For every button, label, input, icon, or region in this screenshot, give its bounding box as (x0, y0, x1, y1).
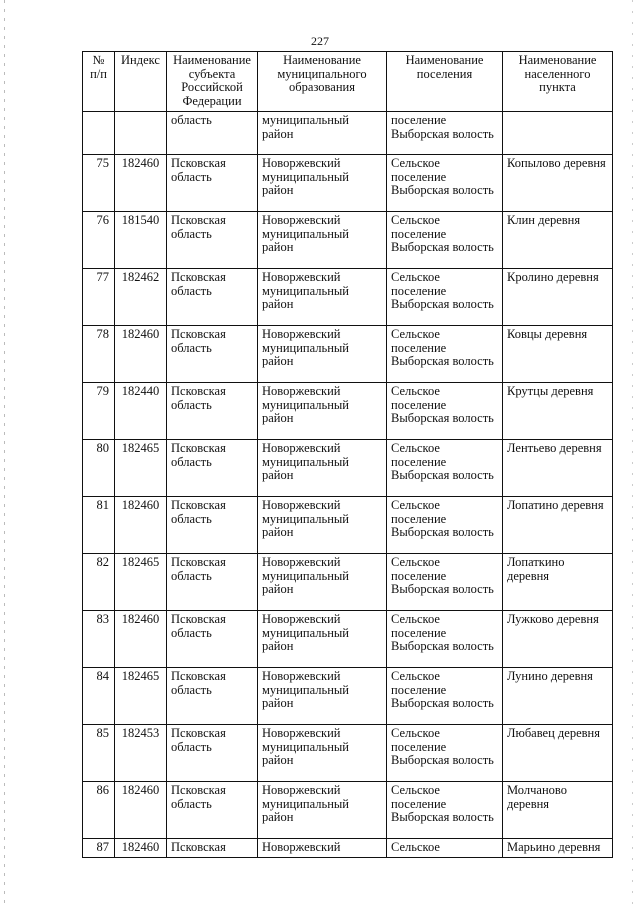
cell-num (83, 112, 115, 155)
cell-num: 81 (83, 497, 115, 554)
cell-index: 182460 (115, 839, 167, 858)
cell-municipal: Новоржевский (258, 839, 387, 858)
cell-index: 182460 (115, 497, 167, 554)
table-row (83, 725, 613, 782)
cell-settlement: Сельское поселение Выборская волость (387, 212, 503, 269)
cell-locality (503, 112, 613, 155)
cell-settlement: Сельское поселение Выборская волость (387, 440, 503, 497)
cell-locality: Крутцы деревня (503, 383, 613, 440)
cell-locality: Кролино деревня (503, 269, 613, 326)
table-row (83, 383, 613, 440)
cell-num: 77 (83, 269, 115, 326)
table-row (83, 839, 613, 858)
cell-municipal: Новоржевский муниципальный район (258, 269, 387, 326)
cell-municipal: Новоржевский муниципальный район (258, 668, 387, 725)
table-row-continuation (83, 112, 613, 155)
cell-municipal: Новоржевский муниципальный район (258, 383, 387, 440)
cell-settlement: Сельское (387, 839, 503, 858)
header-num: № п/п (83, 52, 115, 112)
cell-settlement: Сельское поселение Выборская волость (387, 611, 503, 668)
table-row (83, 668, 613, 725)
cell-municipal: Новоржевский муниципальный район (258, 554, 387, 611)
cell-settlement: Сельское поселение Выборская волость (387, 668, 503, 725)
cell-locality: Молчаново деревня (503, 782, 613, 839)
cell-index: 182453 (115, 725, 167, 782)
cell-municipal: Новоржевский муниципальный район (258, 611, 387, 668)
settlements-table (82, 51, 613, 858)
table-header-row (83, 52, 613, 112)
cell-num: 83 (83, 611, 115, 668)
cell-settlement: Сельское поселение Выборская волость (387, 269, 503, 326)
scan-edge-right (632, 0, 633, 905)
cell-locality: Клин деревня (503, 212, 613, 269)
cell-index: 182465 (115, 554, 167, 611)
cell-settlement: Сельское поселение Выборская волость (387, 155, 503, 212)
scan-edge-left (4, 0, 5, 905)
cell-settlement: Сельское поселение Выборская волость (387, 554, 503, 611)
cell-settlement: поселение Выборская волость (387, 112, 503, 155)
cell-subject: Псковская область (167, 554, 258, 611)
cell-subject: Псковская область (167, 326, 258, 383)
cell-index: 182460 (115, 611, 167, 668)
cell-index (115, 112, 167, 155)
cell-subject: Псковская область (167, 497, 258, 554)
cell-locality: Лентьево деревня (503, 440, 613, 497)
cell-index: 182460 (115, 782, 167, 839)
table-row (83, 611, 613, 668)
cell-num: 79 (83, 383, 115, 440)
cell-index: 182465 (115, 668, 167, 725)
table-body (83, 112, 613, 858)
cell-municipal: муниципальный район (258, 112, 387, 155)
table-row (83, 782, 613, 839)
table-row (83, 155, 613, 212)
cell-settlement: Сельское поселение Выборская волость (387, 326, 503, 383)
cell-locality: Ковцы деревня (503, 326, 613, 383)
table-row (83, 554, 613, 611)
cell-locality: Марьино деревня (503, 839, 613, 858)
cell-subject: Псковская область (167, 725, 258, 782)
cell-municipal: Новоржевский муниципальный район (258, 440, 387, 497)
header-locality: Наименование населенного пункта (503, 52, 613, 112)
cell-index: 182460 (115, 155, 167, 212)
cell-num: 84 (83, 668, 115, 725)
cell-settlement: Сельское поселение Выборская волость (387, 497, 503, 554)
cell-subject: Псковская область (167, 782, 258, 839)
table-row (83, 212, 613, 269)
cell-num: 75 (83, 155, 115, 212)
cell-num: 76 (83, 212, 115, 269)
cell-municipal: Новоржевский муниципальный район (258, 326, 387, 383)
cell-index: 182460 (115, 326, 167, 383)
cell-num: 78 (83, 326, 115, 383)
cell-subject: Псковская область (167, 383, 258, 440)
cell-locality: Лужково деревня (503, 611, 613, 668)
cell-municipal: Новоржевский муниципальный район (258, 212, 387, 269)
cell-locality: Лопатино деревня (503, 497, 613, 554)
cell-locality: Любавец деревня (503, 725, 613, 782)
cell-subject: Псковская область (167, 668, 258, 725)
table-row (83, 497, 613, 554)
cell-subject: Псковская (167, 839, 258, 858)
header-subject: Наименование субъекта Российской Федерации (167, 52, 258, 112)
cell-settlement: Сельское поселение Выборская волость (387, 383, 503, 440)
cell-municipal: Новоржевский муниципальный район (258, 155, 387, 212)
page-number: 227 (311, 34, 329, 48)
cell-subject: Псковская область (167, 155, 258, 212)
cell-subject: Псковская область (167, 611, 258, 668)
cell-settlement: Сельское поселение Выборская волость (387, 725, 503, 782)
cell-num: 80 (83, 440, 115, 497)
header-municipal: Наименование муниципального образования (258, 52, 387, 112)
table-row (83, 326, 613, 383)
cell-num: 82 (83, 554, 115, 611)
cell-index: 182440 (115, 383, 167, 440)
cell-locality: Копылово деревня (503, 155, 613, 212)
cell-num: 87 (83, 839, 115, 858)
cell-index: 182465 (115, 440, 167, 497)
cell-subject: Псковская область (167, 212, 258, 269)
cell-num: 85 (83, 725, 115, 782)
cell-index: 182462 (115, 269, 167, 326)
cell-municipal: Новоржевский муниципальный район (258, 782, 387, 839)
cell-num: 86 (83, 782, 115, 839)
cell-municipal: Новоржевский муниципальный район (258, 725, 387, 782)
cell-subject: Псковская область (167, 269, 258, 326)
cell-settlement: Сельское поселение Выборская волость (387, 782, 503, 839)
cell-subject: Псковская область (167, 440, 258, 497)
cell-locality: Лопаткино деревня (503, 554, 613, 611)
cell-index: 181540 (115, 212, 167, 269)
cell-municipal: Новоржевский муниципальный район (258, 497, 387, 554)
table-row (83, 269, 613, 326)
cell-subject: область (167, 112, 258, 155)
cell-locality: Лунино деревня (503, 668, 613, 725)
header-index: Индекс (115, 52, 167, 112)
table-row (83, 440, 613, 497)
header-settlement: Наименование поселения (387, 52, 503, 112)
